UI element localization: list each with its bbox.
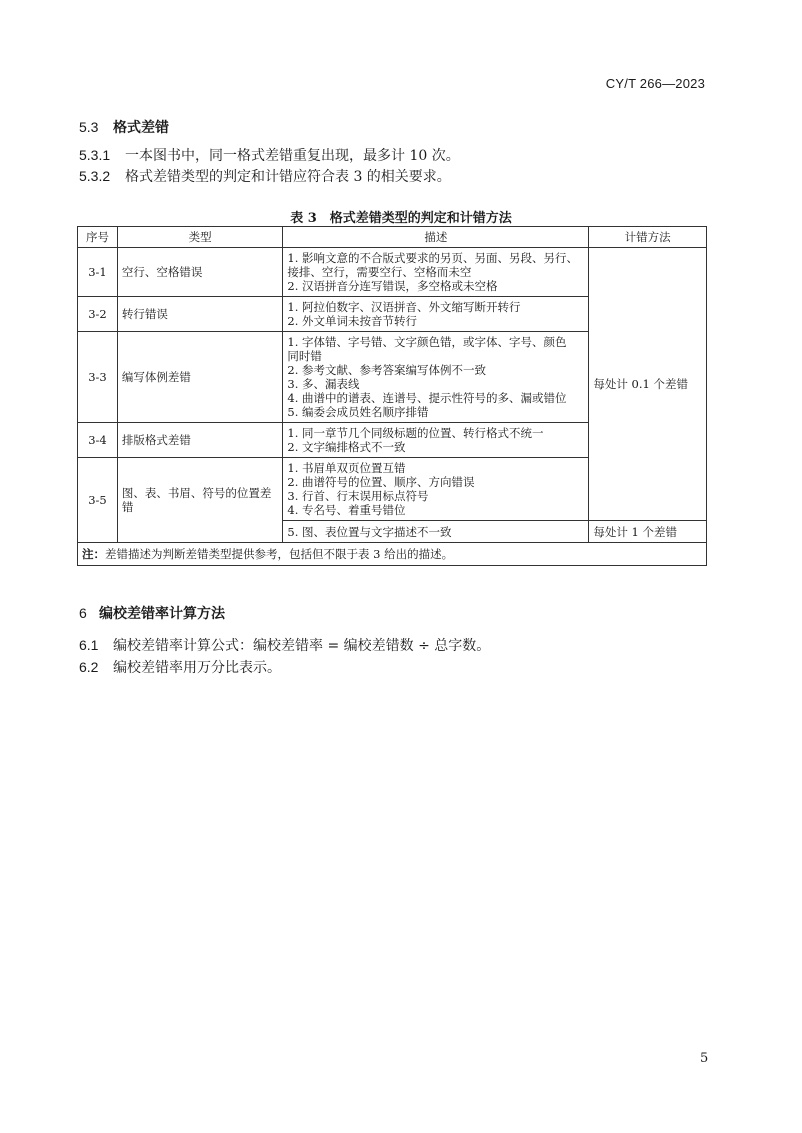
section-5-3-heading — [79, 117, 169, 137]
clause-text: 编校差错率计算公式：编校差错率 = 编校差错数 ÷ 总字数。 — [113, 638, 491, 654]
section-6-title: 编校差错率计算方法 — [99, 606, 225, 622]
row-method-extra: 每处计 1 个差错 — [589, 521, 707, 543]
description-line: 1. 字体错、字号错、文字颜色错，或字体、字号、颜色 — [287, 335, 567, 349]
header-cell-description: 描述 — [283, 227, 589, 248]
row-description-extra: 5. 图、表位置与文字描述不一致 — [283, 521, 589, 543]
clause-6-2 — [79, 658, 281, 677]
clause-text: 格式差错类型的判定和计错应符合表 3 的相关要求。 — [125, 169, 451, 185]
row-description — [283, 458, 589, 521]
row-code: 3-2 — [78, 297, 118, 332]
description-line: 4. 曲谱中的谱表、连谱号、提示性符号的多、漏或错位 — [287, 391, 567, 405]
table-note — [78, 543, 707, 566]
description-line: 5. 编委会成员姓名顺序排错 — [287, 405, 429, 419]
description-line: 3. 多、漏表线 — [287, 377, 360, 391]
row-code: 3-5 — [78, 458, 118, 543]
clause-text: 编校差错率用万分比表示。 — [113, 660, 281, 676]
row-code: 3-1 — [78, 248, 118, 297]
clause-number: 5.3.1 — [79, 147, 111, 163]
row-type: 编写体例差错 — [117, 332, 282, 423]
header-cell-type: 类型 — [117, 227, 282, 248]
section-6-heading — [79, 603, 225, 623]
row-description — [283, 423, 589, 458]
description-line: 3. 行首、行末误用标点符号 — [287, 489, 429, 503]
section-6-number: 6 — [79, 605, 87, 621]
row-type: 排版格式差错 — [117, 423, 282, 458]
standard-code: CY/T 266—2023 — [605, 76, 705, 91]
row-code: 3-3 — [78, 332, 118, 423]
description-line: 1. 影响文意的不合版式要求的另页、另面、另段、另行、 — [287, 251, 578, 265]
description-line: 1. 书眉单双页位置互错 — [287, 461, 406, 475]
clause-number: 6.2 — [79, 659, 99, 675]
description-line: 1. 同一章节几个同级标题的位置、转行格式不统一 — [287, 426, 544, 440]
description-line: 2. 文字编排格式不一致 — [287, 440, 406, 454]
clause-number: 6.1 — [79, 637, 99, 653]
row-description — [283, 297, 589, 332]
table-caption: 表 3 格式差错类型的判定和计错方法 — [290, 211, 512, 226]
section-5-3-number: 5.3 — [79, 119, 99, 135]
row-description — [283, 248, 589, 297]
description-line: 2. 外文单词未按音节转行 — [287, 314, 418, 328]
clause-text: 一本图书中，同一格式差错重复出现，最多计 10 次。 — [125, 148, 460, 164]
row-type: 转行错误 — [117, 297, 282, 332]
description-line: 2. 参考文献、参考答案编写体例不一致 — [287, 363, 487, 377]
description-line: 同时错 — [287, 349, 322, 363]
row-type: 空行、空格错误 — [117, 248, 282, 297]
row-type: 图、表、书眉、符号的位置差错 — [117, 458, 282, 543]
description-line: 2. 汉语拼音分连写错误，多空格或未空格 — [287, 279, 498, 293]
clause-6-1 — [79, 636, 490, 655]
description-line: 4. 专名号、着重号错位 — [287, 503, 406, 517]
page-number: 5 — [700, 1051, 709, 1066]
clause-5-3-2 — [79, 167, 451, 186]
section-5-3-title: 格式差错 — [113, 120, 169, 136]
description-line: 2. 曲谱符号的位置、顺序、方向错误 — [287, 475, 475, 489]
note-text: 差错描述为判断差错类型提供参考，包括但不限于表 3 给出的描述。 — [105, 547, 454, 561]
table-row — [78, 248, 707, 297]
row-method-main: 每处计 0.1 个差错 — [589, 248, 707, 521]
header-cell-method: 计错方法 — [589, 227, 707, 248]
error-type-table — [77, 226, 707, 566]
row-code: 3-4 — [78, 423, 118, 458]
description-line: 接排、空行，需要空行、空格而未空 — [287, 265, 472, 279]
row-description — [283, 332, 589, 423]
description-line: 1. 阿拉伯数字、汉语拼音、外文缩写断开转行 — [287, 300, 521, 314]
table-header-row — [78, 227, 707, 248]
table-note-row — [78, 543, 707, 566]
clause-number: 5.3.2 — [79, 168, 111, 184]
note-label: 注： — [82, 547, 105, 561]
clause-5-3-1 — [79, 146, 460, 165]
header-cell-code: 序号 — [78, 227, 118, 248]
